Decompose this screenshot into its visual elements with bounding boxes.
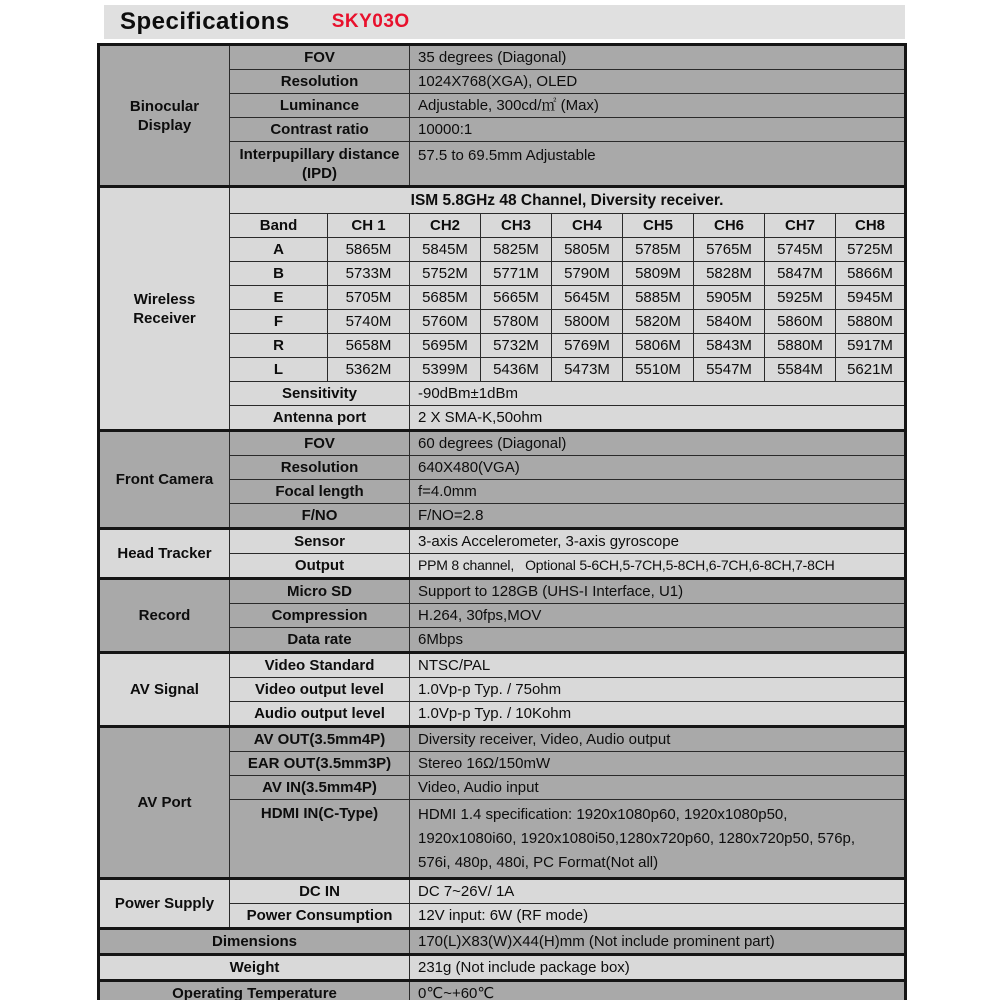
band-cell: F <box>230 310 328 334</box>
section-label-record: Record <box>99 579 230 653</box>
spec-label: HDMI IN(C-Type) <box>230 800 410 879</box>
spec-value: 10000:1 <box>410 118 906 142</box>
page-title: Specifications <box>120 8 290 35</box>
channel-cell: 5806M <box>623 334 694 358</box>
channel-col-header: CH2 <box>410 214 481 238</box>
spec-label: Output <box>230 554 410 579</box>
channel-cell: 5740M <box>328 310 410 334</box>
channel-cell: 5769M <box>552 334 623 358</box>
channel-col-header: CH7 <box>765 214 836 238</box>
model-name: SKY03O <box>331 11 410 32</box>
spec-table <box>97 43 907 1000</box>
channel-cell: 5725M <box>836 238 906 262</box>
spec-value: 60 degrees (Diagonal) <box>410 431 906 456</box>
spec-label: Sensor <box>230 529 410 554</box>
table-row <box>99 727 906 752</box>
spec-value: 6Mbps <box>410 628 906 653</box>
channel-cell: 5843M <box>694 334 765 358</box>
section-label-av-signal: AV Signal <box>99 653 230 727</box>
spec-value: 2 X SMA-K,50ohm <box>410 406 906 431</box>
spec-value <box>410 800 906 879</box>
spec-value: 12V input: 6W (RF mode) <box>410 904 906 929</box>
spec-label: Contrast ratio <box>230 118 410 142</box>
spec-label: DC IN <box>230 879 410 904</box>
channel-cell: 5809M <box>623 262 694 286</box>
spec-label: Power Consumption <box>230 904 410 929</box>
spec-value: 35 degrees (Diagonal) <box>410 45 906 70</box>
section-label-av-port: AV Port <box>99 727 230 879</box>
channel-col-header: CH5 <box>623 214 694 238</box>
spec-label: AV IN(3.5mm4P) <box>230 776 410 800</box>
table-row <box>99 45 906 70</box>
spec-label-dimensions: Dimensions <box>99 929 410 955</box>
channel-cell: 5760M <box>410 310 481 334</box>
channel-cell: 5780M <box>481 310 552 334</box>
channel-cell: 5800M <box>552 310 623 334</box>
channel-col-header: CH 1 <box>328 214 410 238</box>
spec-value: f=4.0mm <box>410 480 906 504</box>
channel-cell: 5820M <box>623 310 694 334</box>
spec-label: Sensitivity <box>230 382 410 406</box>
band-cell: L <box>230 358 328 382</box>
channel-cell: 5752M <box>410 262 481 286</box>
channel-cell: 5925M <box>765 286 836 310</box>
channel-cell: 5733M <box>328 262 410 286</box>
channel-col-header: CH8 <box>836 214 906 238</box>
spec-value: 0℃~+60℃ <box>410 981 906 1000</box>
channel-col-header: CH6 <box>694 214 765 238</box>
section-label-binocular-display: Binocular Display <box>99 45 230 187</box>
table-row <box>99 187 906 214</box>
channel-cell: 5399M <box>410 358 481 382</box>
spec-label: Data rate <box>230 628 410 653</box>
spec-value: 1.0Vp-p Typ. / 75ohm <box>410 678 906 702</box>
channel-cell: 5917M <box>836 334 906 358</box>
spec-label: Compression <box>230 604 410 628</box>
spec-label: Focal length <box>230 480 410 504</box>
channel-cell: 5665M <box>481 286 552 310</box>
channel-cell: 5621M <box>836 358 906 382</box>
channel-cell: 5785M <box>623 238 694 262</box>
channel-cell: 5880M <box>836 310 906 334</box>
channel-cell: 5685M <box>410 286 481 310</box>
wireless-band-header: ISM 5.8GHz 48 Channel, Diversity receiver. <box>230 187 906 214</box>
band-cell: E <box>230 286 328 310</box>
spec-value: 57.5 to 69.5mm Adjustable <box>410 142 906 187</box>
spec-label: AV OUT(3.5mm4P) <box>230 727 410 752</box>
spec-value: Stereo 16Ω/150mW <box>410 752 906 776</box>
hdmi-spec-line: HDMI 1.4 specification: 1920x1080p60, 1920x1080p50, <box>418 806 788 823</box>
channel-cell: 5905M <box>694 286 765 310</box>
spec-value: Support to 128GB (UHS-I Interface, U1) <box>410 579 906 604</box>
channel-cell: 5473M <box>552 358 623 382</box>
channel-cell: 5805M <box>552 238 623 262</box>
channel-cell: 5362M <box>328 358 410 382</box>
spec-label: Micro SD <box>230 579 410 604</box>
spec-value: -90dBm±1dBm <box>410 382 906 406</box>
channel-cell: 5885M <box>623 286 694 310</box>
channel-cell: 5695M <box>410 334 481 358</box>
spec-label: FOV <box>230 45 410 70</box>
table-row <box>99 431 906 456</box>
spec-label: Audio output level <box>230 702 410 727</box>
channel-col-header: CH4 <box>552 214 623 238</box>
table-row <box>99 879 906 904</box>
spec-value: 640X480(VGA) <box>410 456 906 480</box>
section-label-front-camera: Front Camera <box>99 431 230 529</box>
spec-label: EAR OUT(3.5mm3P) <box>230 752 410 776</box>
table-row <box>99 579 906 604</box>
channel-cell: 5510M <box>623 358 694 382</box>
spec-value: F/NO=2.8 <box>410 504 906 529</box>
channel-cell: 5866M <box>836 262 906 286</box>
spec-label: Antenna port <box>230 406 410 431</box>
channel-cell: 5825M <box>481 238 552 262</box>
table-row <box>99 653 906 678</box>
channel-cell: 5765M <box>694 238 765 262</box>
band-cell: A <box>230 238 328 262</box>
channel-cell: 5436M <box>481 358 552 382</box>
spec-label: Luminance <box>230 94 410 118</box>
channel-cell: 5828M <box>694 262 765 286</box>
channel-col-header: CH3 <box>481 214 552 238</box>
spec-label: Video output level <box>230 678 410 702</box>
hdmi-spec-line: 1920x1080i60, 1920x1080i50,1280x720p60, 1280x720p50, 576p, <box>418 830 856 847</box>
table-row <box>99 529 906 554</box>
channel-cell: 5584M <box>765 358 836 382</box>
spec-label-operating-temperature: Operating Temperature <box>99 981 410 1000</box>
channel-cell: 5847M <box>765 262 836 286</box>
spec-label: Interpupillary distance (IPD) <box>230 142 410 187</box>
spec-label: Resolution <box>230 70 410 94</box>
channel-cell: 5645M <box>552 286 623 310</box>
channel-cell: 5732M <box>481 334 552 358</box>
spec-label-weight: Weight <box>99 955 410 981</box>
section-label-head-tracker: Head Tracker <box>99 529 230 579</box>
channel-cell: 5865M <box>328 238 410 262</box>
table-row <box>99 929 906 955</box>
channel-cell: 5790M <box>552 262 623 286</box>
table-row <box>99 955 906 981</box>
spec-value: H.264, 30fps,MOV <box>410 604 906 628</box>
page-title-bar <box>104 5 905 39</box>
spec-value: NTSC/PAL <box>410 653 906 678</box>
table-row <box>99 981 906 1000</box>
spec-value: 1024X768(XGA), OLED <box>410 70 906 94</box>
channel-cell: 5771M <box>481 262 552 286</box>
band-cell: R <box>230 334 328 358</box>
spec-label: Video Standard <box>230 653 410 678</box>
channel-cell: 5745M <box>765 238 836 262</box>
spec-value: Video, Audio input <box>410 776 906 800</box>
section-label-wireless-receiver: Wireless Receiver <box>99 187 230 431</box>
hdmi-spec-line: 576i, 480p, 480i, PC Format(Not all) <box>418 854 659 871</box>
spec-value: PPM 8 channel, Optional 5-6CH,5-7CH,5-8CH,6-7CH,6-8CH,7-8CH <box>410 554 906 579</box>
channel-cell: 5840M <box>694 310 765 334</box>
channel-cell: 5880M <box>765 334 836 358</box>
channel-cell: 5705M <box>328 286 410 310</box>
spec-value: 3-axis Accelerometer, 3-axis gyroscope <box>410 529 906 554</box>
spec-value: 1.0Vp-p Typ. / 10Kohm <box>410 702 906 727</box>
spec-label: Resolution <box>230 456 410 480</box>
spec-value: Adjustable, 300cd/㎡ (Max) <box>410 94 906 118</box>
channel-cell: 5658M <box>328 334 410 358</box>
channel-cell: 5845M <box>410 238 481 262</box>
channel-cell: 5860M <box>765 310 836 334</box>
spec-value: 170(L)X83(W)X44(H)mm (Not include prominent part) <box>410 929 906 955</box>
spec-value: DC 7~26V/ 1A <box>410 879 906 904</box>
spec-value: Diversity receiver, Video, Audio output <box>410 727 906 752</box>
channel-cell: 5945M <box>836 286 906 310</box>
channel-col-header: Band <box>230 214 328 238</box>
channel-cell: 5547M <box>694 358 765 382</box>
spec-label: FOV <box>230 431 410 456</box>
band-cell: B <box>230 262 328 286</box>
spec-label: F/NO <box>230 504 410 529</box>
section-label-power-supply: Power Supply <box>99 879 230 929</box>
spec-value: 231g (Not include package box) <box>410 955 906 981</box>
